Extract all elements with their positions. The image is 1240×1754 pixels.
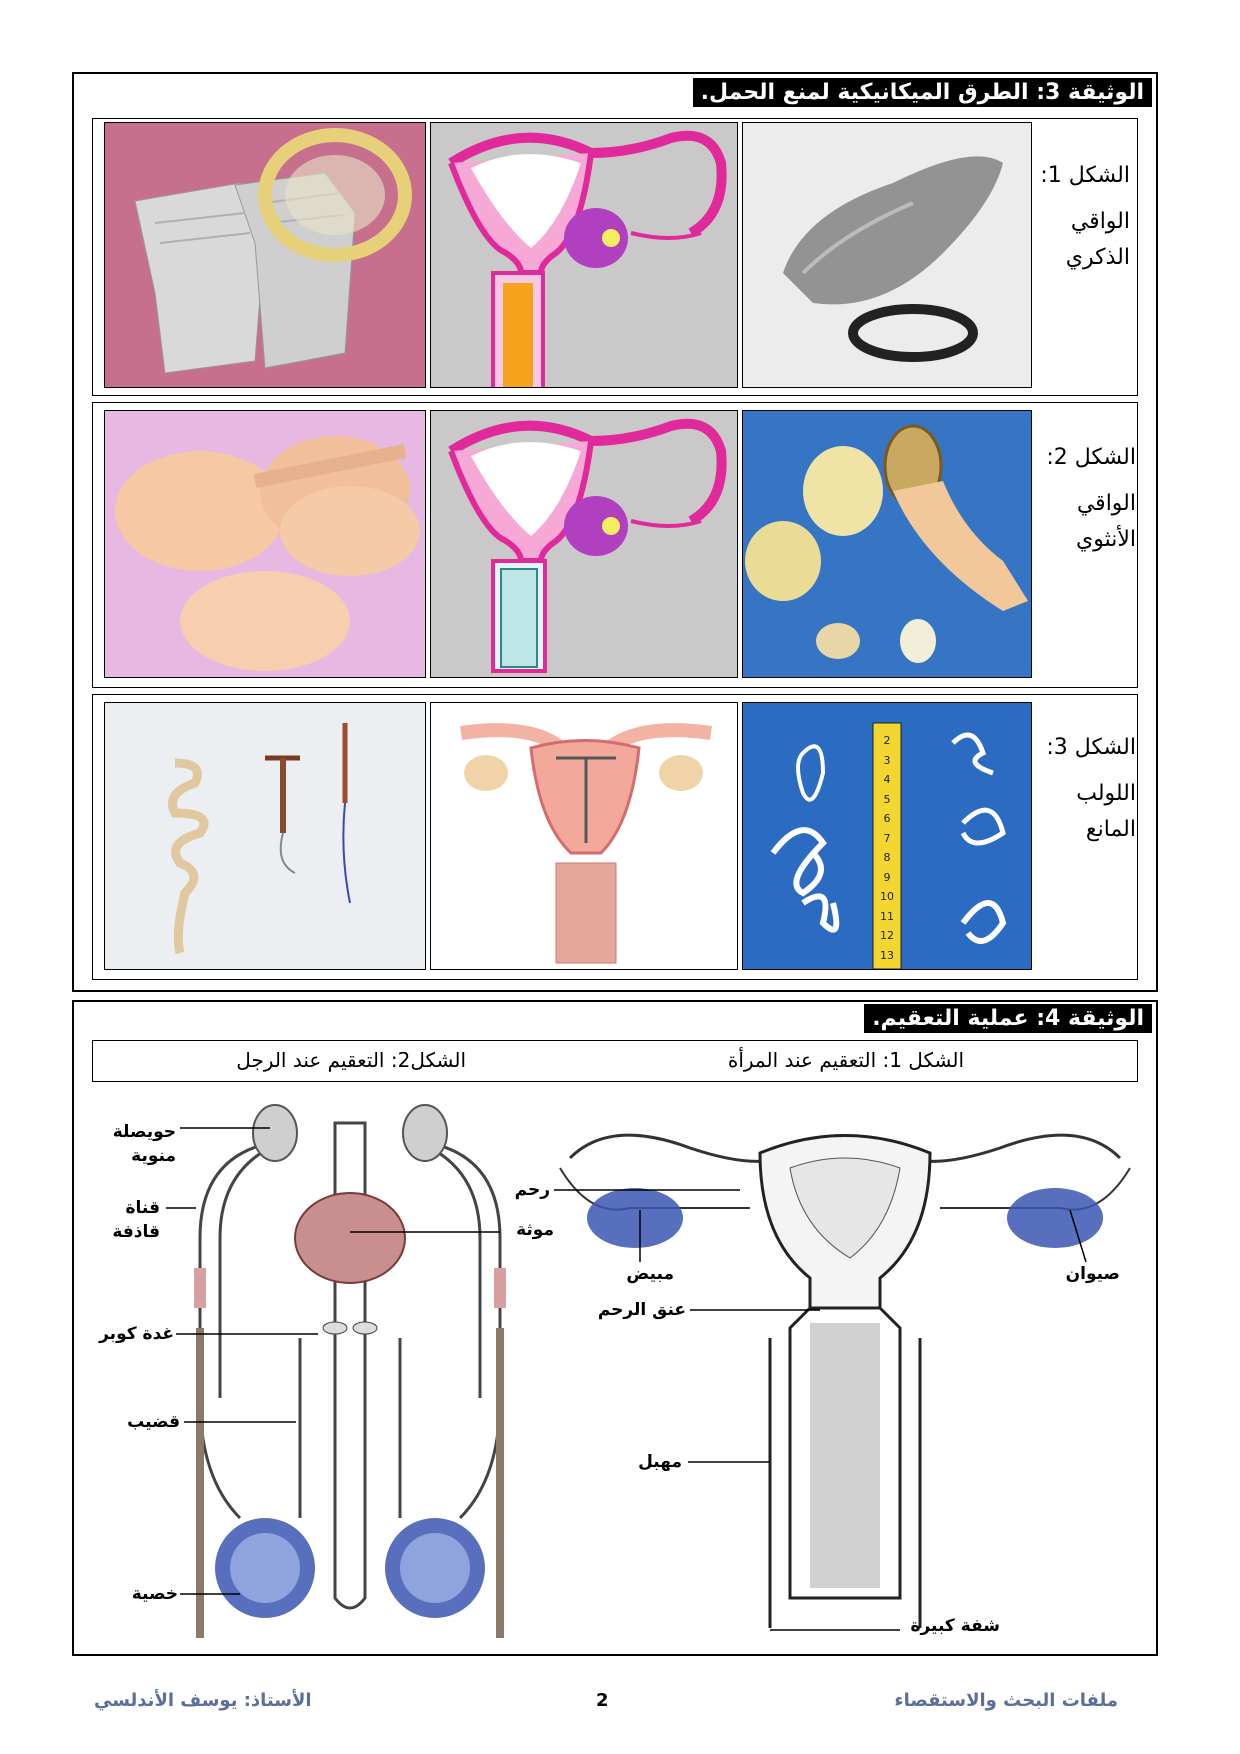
figure-1-label (1020, 158, 1130, 276)
condom-package-photo (104, 122, 426, 388)
label-vagina: مهبل (638, 1452, 682, 1472)
uterus-female-condom-diagram (430, 410, 738, 678)
figure-2-name-line1: الواقي (1076, 491, 1136, 516)
label-penis: قضيب (127, 1412, 180, 1432)
figure-2-number: الشكل 2: (1046, 445, 1136, 470)
figure-2-label (1026, 440, 1136, 558)
figure-1-number: الشكل 1: (1040, 163, 1130, 188)
figure-2-name-line2: الأنثوي (1075, 527, 1136, 552)
label-prostate: موثة (516, 1220, 554, 1240)
figure-3-label (1026, 730, 1136, 848)
ruler-numbers: 2 3 4 5 6 7 8 9 10 11 12 13 (880, 734, 894, 962)
female-reproductive-diagram (550, 1098, 1140, 1646)
female-condom-photo (742, 410, 1032, 678)
label-testis: خصية (131, 1584, 178, 1604)
footer-teacher: الأستاذ: يوسف الأندلسي (94, 1690, 312, 1711)
diaphragm-photo (104, 410, 426, 678)
uterus-iud-diagram (430, 702, 738, 970)
label-cowper-gland: غدة كوبر (99, 1324, 174, 1344)
label-vas-deferens: قناة قاذفة (112, 1198, 160, 1242)
label-labia: شفة كبيرة (910, 1616, 1000, 1636)
label-seminal-vesicle: حويصلة منوية (112, 1122, 176, 1166)
figure-2-header: الشكل2: التعقيم عند الرجل (236, 1048, 466, 1072)
figure-1-name-line1: الواقي (1070, 209, 1130, 234)
label-fimbriae: صيوان (1065, 1264, 1120, 1284)
footer-page-number: 2 (596, 1690, 609, 1711)
iud-devices-photo (104, 702, 426, 970)
figure-1-header: الشكل 1: التعقيم عند المرأة (727, 1048, 964, 1072)
iud-ruler-photo (742, 702, 1032, 970)
male-reproductive-diagram (180, 1098, 520, 1646)
figure-1-name-line2: الذكري (1065, 245, 1130, 270)
male-condom-photo (742, 122, 1032, 388)
document-3-title: الوثيقة 3: الطرق الميكانيكية لمنع الحمل. (693, 78, 1152, 107)
figure-3-name-line1: اللولب (1076, 781, 1136, 806)
figure-3-name-line2: المانع (1085, 817, 1136, 842)
figure-3-number: الشكل 3: (1046, 735, 1136, 760)
uterus-male-condom-diagram (430, 122, 738, 388)
document-4-title: الوثيقة 4: عملية التعقيم. (864, 1004, 1152, 1033)
label-cervix: عنق الرحم (597, 1300, 686, 1320)
label-ovary: مبيض (626, 1264, 674, 1284)
label-uterus: رحم (514, 1180, 550, 1200)
footer-series-title: ملفات البحث والاستقصاء (894, 1690, 1118, 1711)
